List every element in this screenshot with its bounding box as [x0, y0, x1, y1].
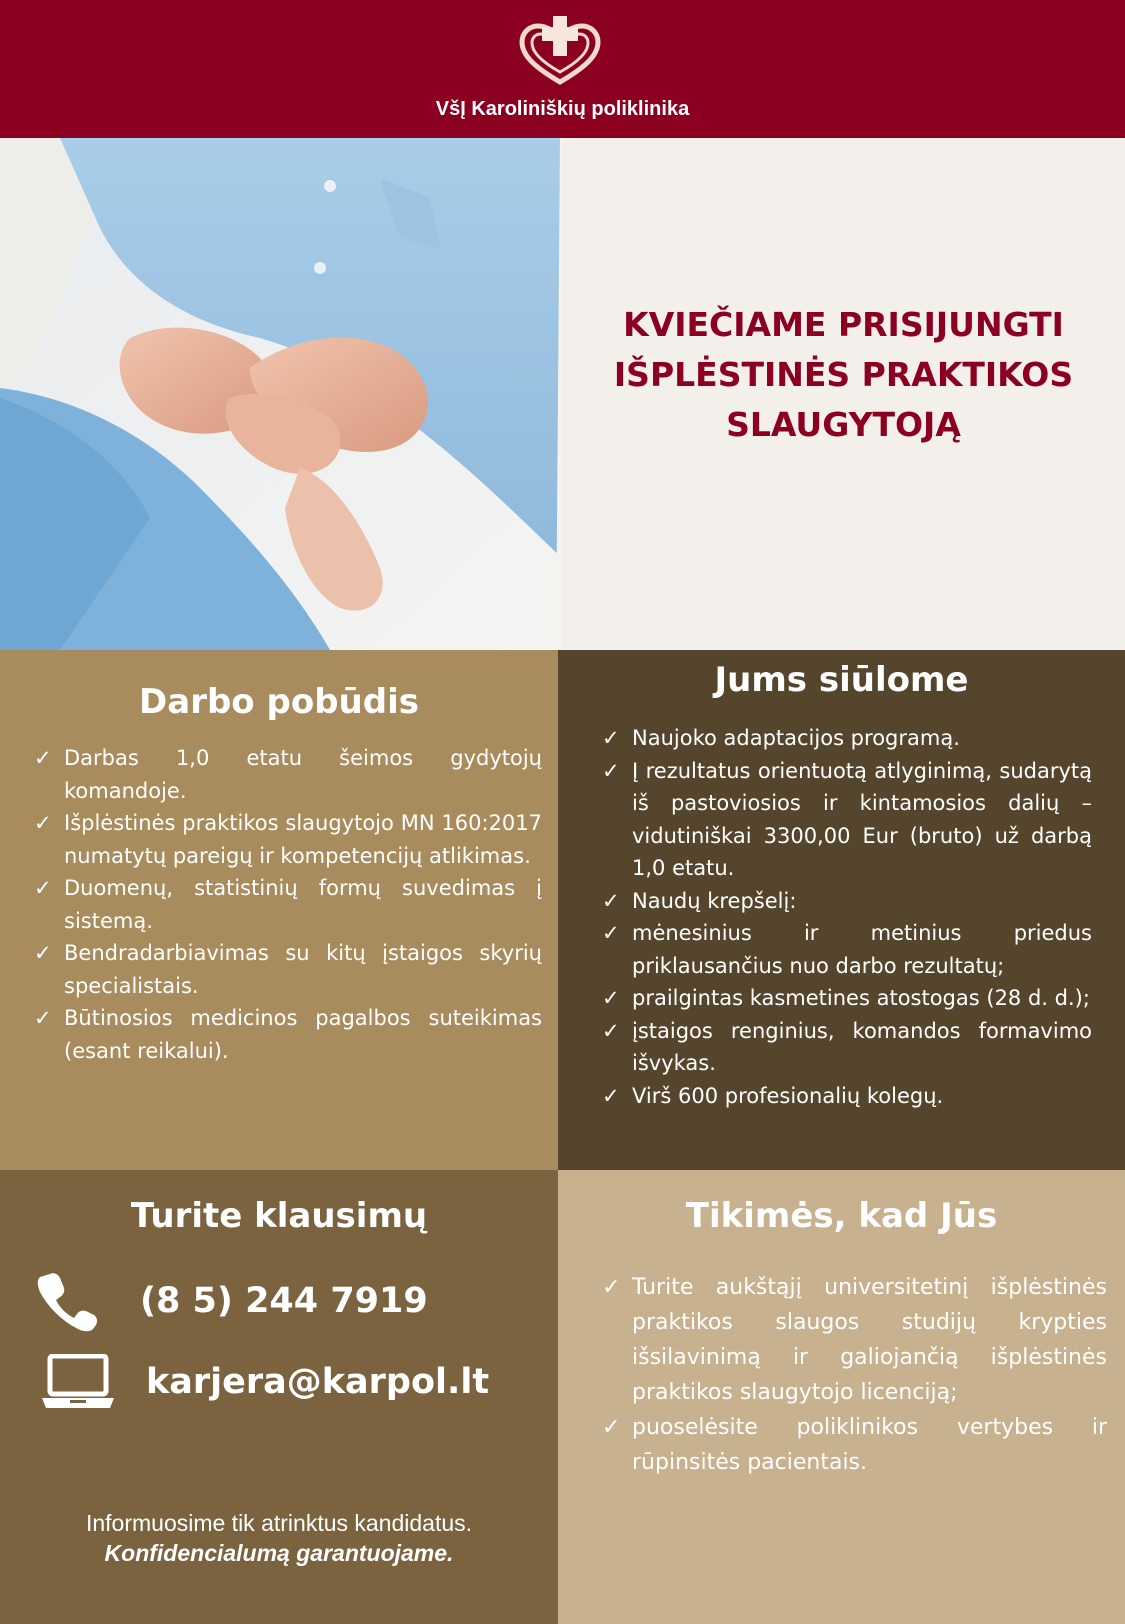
headline-line: SLAUGYTOJĄ — [726, 405, 961, 444]
contact-title: Turite klausimų — [130, 1196, 428, 1236]
email-row — [40, 1354, 489, 1410]
check-icon: ✓ — [602, 1083, 620, 1108]
organization-name: VšĮ Karoliniškių poliklinika — [435, 98, 690, 120]
job-headline — [562, 300, 1125, 450]
contact-panel — [0, 1170, 558, 1624]
heart-cross-icon — [516, 12, 604, 88]
list-item: ✓ Virš 600 profesionalių kolegų. — [602, 1080, 1092, 1113]
holding-hands-photo — [0, 138, 562, 650]
check-icon: ✓ — [34, 1006, 52, 1030]
check-icon: ✓ — [602, 758, 620, 783]
check-icon: ✓ — [602, 888, 620, 913]
benefits-panel — [558, 650, 1125, 1170]
laptop-icon — [40, 1354, 116, 1410]
list-item: ✓ Darbas 1,0 etatu šeimos gydytojų komandoje. — [34, 742, 542, 807]
requirements-title: Tikimės, kad Jūs — [685, 1196, 998, 1236]
phone-icon — [36, 1270, 98, 1332]
notice-line: Informuosime tik atrinktus kandidatus. — [85, 1510, 473, 1536]
check-icon: ✓ — [34, 811, 52, 835]
list-item: ✓ Naujoko adaptacijos programą. — [602, 722, 1092, 755]
list-item: ✓ puoselėsite poliklinikos vertybes ir rūpinsitės pacientais. — [602, 1410, 1107, 1480]
list-item: ✓ įstaigos renginius, komandos formavimo išvykas. — [602, 1015, 1092, 1080]
list-item: ✓ mėnesinius ir metinius priedus priklausančius nuo darbo rezultatų; — [602, 917, 1092, 982]
list-item: ✓ Duomenų, statistinių formų suvedimas į sistemą. — [34, 872, 542, 937]
check-icon: ✓ — [34, 746, 52, 770]
headline-panel — [562, 138, 1125, 650]
email-address[interactable]: karjera@karpol.lt — [146, 1362, 490, 1402]
phone-number[interactable]: (8 5) 244 7919 — [140, 1281, 428, 1321]
header-bar — [0, 0, 1125, 138]
list-item: ✓ Naudų krepšelį: — [602, 885, 1092, 918]
headline-line: IŠPLĖSTINĖS PRAKTIKOS — [613, 355, 1074, 394]
check-icon: ✓ — [602, 986, 620, 1010]
benefits-list — [602, 722, 1092, 1112]
list-item: ✓ Bendradarbiavimas su kitų įstaigos skyrių specialistais. — [34, 937, 542, 1002]
list-item: ✓ Išplėstinės praktikos slaugytojo MN 160:2017 numatytų pareigų ir kompetencijų atlikimas. — [34, 807, 542, 872]
job-duties-panel — [0, 650, 558, 1170]
list-item: ✓ Turite aukštąjį universitetinį išplėstinės praktikos slaugos studijų krypties išsilavinimą ir galiojančią išplėstinės praktikos slaugytojo licenciją; — [602, 1270, 1107, 1410]
check-icon: ✓ — [602, 1275, 621, 1300]
requirements-list — [602, 1270, 1107, 1480]
benefits-title: Jums siūlome — [714, 660, 969, 700]
check-icon: ✓ — [34, 876, 52, 900]
check-icon: ✓ — [602, 726, 620, 750]
job-duties-title: Darbo pobūdis — [139, 682, 419, 722]
check-icon: ✓ — [34, 941, 52, 965]
check-icon: ✓ — [602, 921, 620, 945]
check-icon: ✓ — [602, 1018, 620, 1043]
list-item: ✓ Būtinosios medicinos pagalbos suteikimas (esant reikalui). — [34, 1002, 542, 1067]
list-item: ✓ prailgintas kasmetines atostogas (28 d. d.); — [602, 982, 1092, 1015]
confidentiality-line: Konfidencialumą garantuojame. — [104, 1540, 454, 1566]
list-item: ✓ Į rezultatus orientuotą atlyginimą, sudarytą iš pastoviosios ir kintamosios dalių – vidutiniškai 3300,00 Eur (bruto) už darbą 1,0 etatu. — [602, 755, 1092, 885]
headline-line: KVIEČIAME PRISIJUNGTI — [623, 305, 1064, 344]
phone-row — [36, 1270, 428, 1332]
job-duties-list — [34, 742, 542, 1067]
check-icon: ✓ — [602, 1415, 621, 1440]
requirements-panel — [558, 1170, 1125, 1624]
notice-text — [0, 1508, 558, 1568]
